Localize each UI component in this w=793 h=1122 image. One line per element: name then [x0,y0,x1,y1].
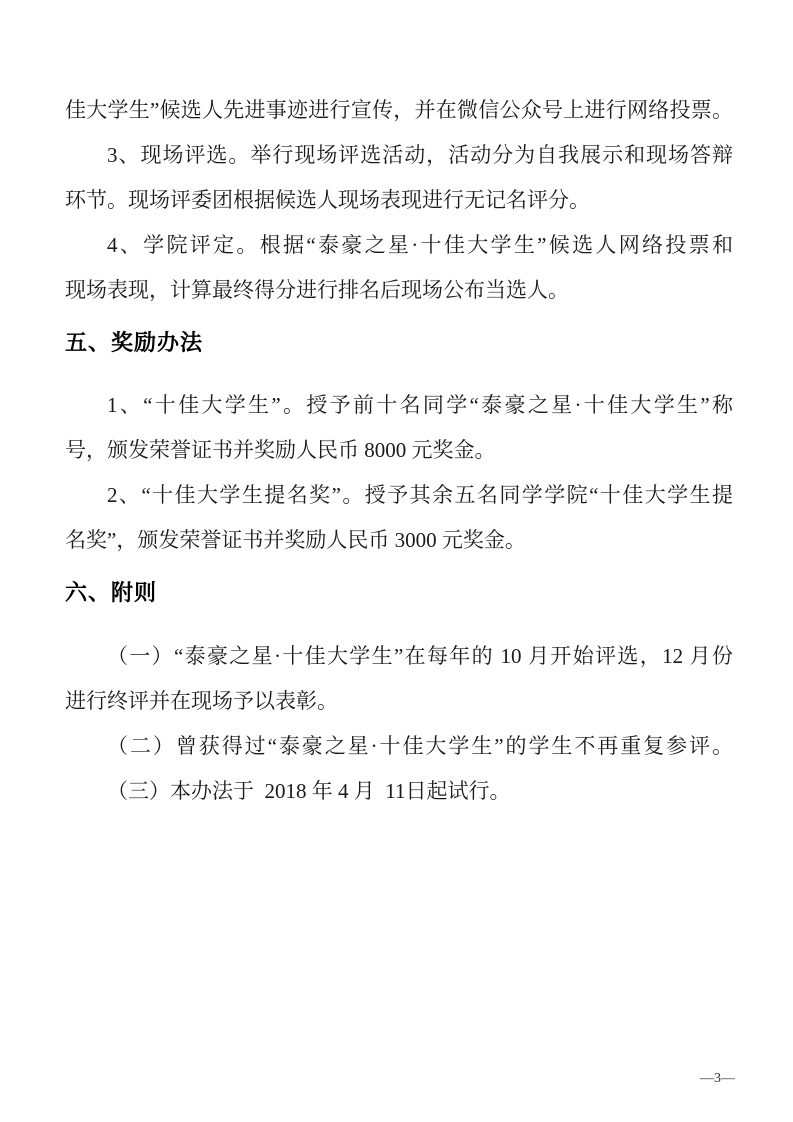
body-line-supp1-l1: （一）“泰豪之星·十佳大学生”在每年的 10 月开始评选，12 月份 [107,643,733,668]
page-number: —3— [700,1071,735,1086]
body-line-reward1-l2: 号，颁发荣誉证书并奖励人民币 8000 元奖金。 [65,438,496,463]
body-line-reward1-l1: 1、“十佳大学生”。授予前十名同学“泰豪之星·十佳大学生”称 [107,393,733,418]
body-line-reward2-l1: 2、“十佳大学生提名奖”。授予其余五名同学学院“十佳大学生提 [107,483,733,508]
body-line-supp1-l2: 进行终评并在现场予以表彰。 [65,688,338,713]
body-line-item4-l2: 现场表现，计算最终得分进行排名后现场公布当选人。 [65,278,569,302]
body-line-item4-l1: 4、学院评定。根据“泰豪之星·十佳大学生”候选人网络投票和 [107,233,733,257]
body-line-continuation: 佳大学生”候选人先进事迹进行宣传，并在微信公众号上进行网络投票。 [65,98,733,122]
body-line-reward2-l2: 名奖”，颁发荣誉证书并奖励人民币 3000 元奖金。 [65,528,526,553]
section-heading-supplementary: 六、附则 [65,580,158,606]
body-line-item3-l2: 环节。现场评委团根据候选人现场表现进行无记名评分。 [65,188,590,212]
body-line-supp2-l1: （二）曾获得过“泰豪之星·十佳大学生”的学生不再重复参评。 [107,733,733,758]
document-body [65,88,733,814]
section-heading-rewards: 五、奖励办法 [65,330,204,355]
body-line-item3-l1: 3、现场评选。举行现场评选活动，活动分为自我展示和现场答辩 [107,143,733,167]
body-line-supp3-l1: （三）本办法于 2018 年 4 月 11日起试行。 [107,778,511,803]
